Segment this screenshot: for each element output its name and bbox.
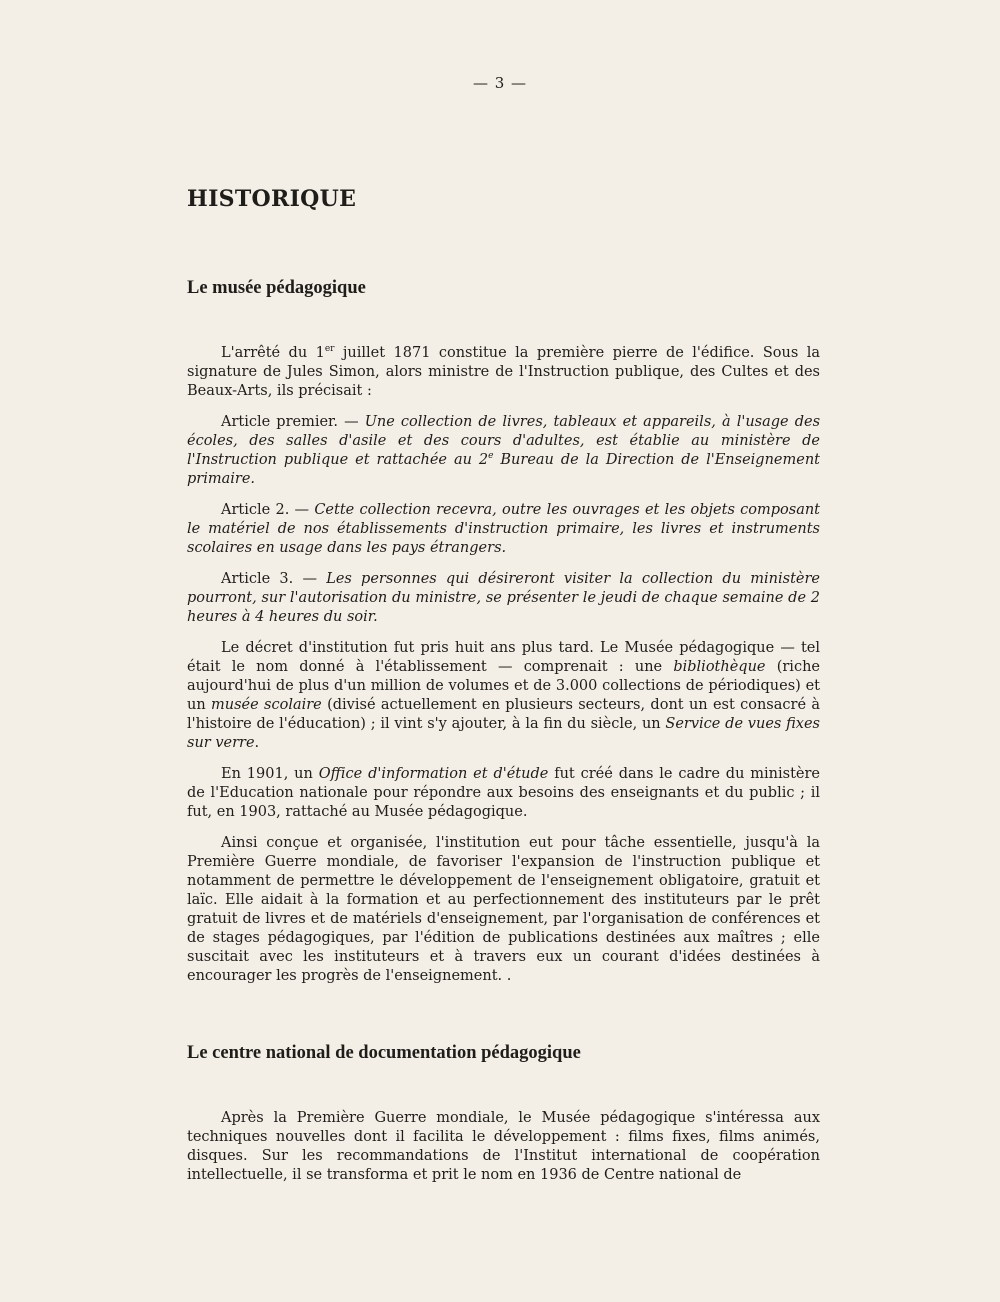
paragraph-apres-guerre: Après la Première Guerre mondiale, le Musée pédagogique s'intéressa aux techniques nouvelles dont il facilita le développement : films fixes, films animés, disques. Sur les recommandations de l'Institut international de coopération intellectuelle, il se transforma et prit le nom en 1936 de Centre national de — [187, 1110, 820, 1183]
article-premier: Article premier. — Une collection de livres, tableaux et appareils, à l'usage des écoles, des salles d'asile et des cours d'adultes, est établie au ministère de l'Instruction publique et rattachée au 2e Bureau de la Direction de l'Enseignement primaire. — [187, 414, 821, 487]
paragraph-arrete: L'arrêté du 1er juillet 1871 constitue la première pierre de l'édifice. Sous la signature de Jules Simon, alors ministre de l'Instruction publique, des Cultes et des Beaux-Arts, ils précisait : — [187, 344, 820, 399]
paragraph-office: En 1901, un Office d'information et d'étude fut créé dans le cadre du ministère de l'Education nationale pour répondre aux besoins des enseignants et du public ; il fut, en 1903, rattaché au Musée pédagogique. — [187, 766, 821, 820]
page-number: — 3 — — [472, 74, 528, 92]
section-body-centre-national — [187, 1109, 820, 1197]
section-heading-musee: Le musée pédagogique — [187, 278, 366, 298]
paragraph-decret: Le décret d'institution fut pris huit ans plus tard. Le Musée pédagogique — tel était le nom donné à l'établissement — comprenait : une bibliothèque (riche aujourd'hui de plus d'un million de volumes et de 3.000 collections de périodiques) et un musée scolaire (divisé actuellement en plusieurs secteurs, dont un est consacré à l'histoire de l'éducation) ; il vint s'y ajouter, à la fin du siècle, un Service de vues fixes sur verre. — [187, 640, 821, 751]
article-2: Article 2. — Cette collection recevra, outre les ouvrages et les objets composant le matériel de nos établissements d'instruction primaire, les livres et instruments scolaires en usage dans les pays étrangers. — [187, 502, 821, 556]
paragraph-institution: Ainsi conçue et organisée, l'institution eut pour tâche essentielle, jusqu'à la Première Guerre mondiale, de favoriser l'expansion de l'instruction publique et notamment de permettre le développement de l'enseignement obligatoire, gratuit et laïc. Elle aidait à la formation et au perfectionnement des instituteurs par le prêt gratuit de livres et de matériels d'enseignement, par l'organisation de conférences et de stages pédagogiques, par l'édition de publications destinées aux maîtres ; elle suscitait avec les instituteurs et à travers eux un courant d'idées destinées à encourager les progrès de l'enseignement. . — [187, 835, 820, 984]
section-body-musee — [187, 344, 820, 998]
article-3: Article 3. — Les personnes qui désireront visiter la collection du ministère pourront, sur l'autorisation du ministre, se présenter le jeudi de chaque semaine de 2 heures à 4 heures du soir. — [187, 571, 820, 625]
section-heading-centre-national: Le centre national de documentation pédagogique — [187, 1043, 581, 1063]
page-title: HISTORIQUE — [187, 186, 357, 212]
